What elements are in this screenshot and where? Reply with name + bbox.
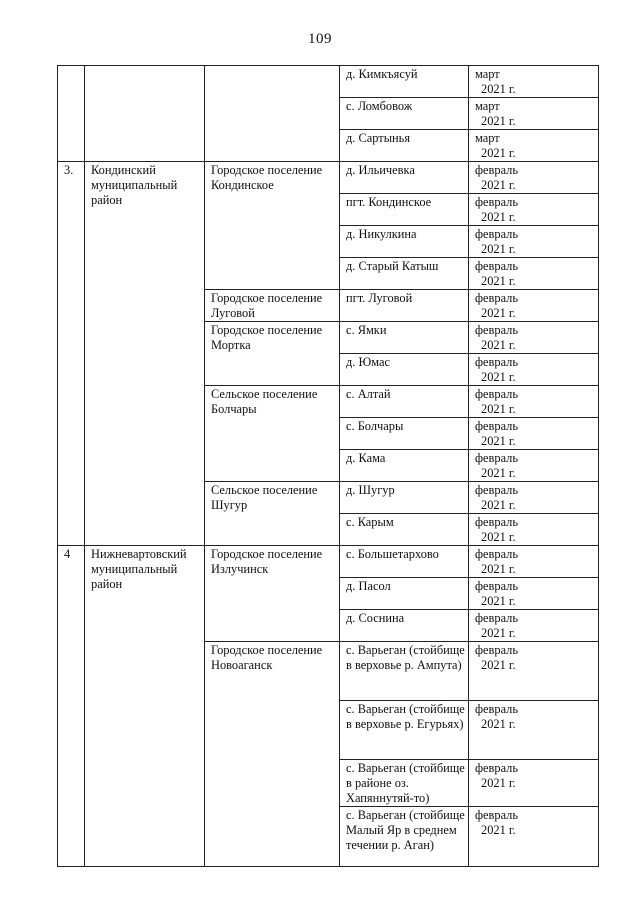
date-cell: февраль 2021 г. xyxy=(469,290,599,322)
date-cell: февраль 2021 г. xyxy=(469,162,599,194)
page-number: 109 xyxy=(308,31,332,47)
settlement-cell: Городское поселение Излучинск xyxy=(205,546,340,642)
village-cell: д. Никулкина xyxy=(340,226,469,258)
village-cell: пгт. Луговой xyxy=(340,290,469,322)
village-cell: с. Алтай xyxy=(340,386,469,418)
village-cell: с. Большетархово xyxy=(340,546,469,578)
date-cell: февраль 2021 г. xyxy=(469,450,599,482)
table-row xyxy=(58,546,599,578)
village-cell: д. Соснина xyxy=(340,610,469,642)
settlement-cell: Городское поселение Луговой xyxy=(205,290,340,322)
village-cell: с. Варьеган (стойбище в верховье р. Егурьях) xyxy=(340,701,469,760)
settlement-cell: Городское поселение Кондинское xyxy=(205,162,340,290)
district-cell: Кондинский муниципальный район xyxy=(85,162,205,546)
date-cell: февраль 2021 г. xyxy=(469,578,599,610)
date-cell: февраль 2021 г. xyxy=(469,226,599,258)
date-cell: март 2021 г. xyxy=(469,66,599,98)
village-cell: с. Болчары xyxy=(340,418,469,450)
date-cell: февраль 2021 г. xyxy=(469,610,599,642)
table-row xyxy=(58,66,599,98)
village-cell: с. Карым xyxy=(340,514,469,546)
date-cell: февраль 2021 г. xyxy=(469,546,599,578)
village-cell: с. Варьеган (стойбище в верховье р. Ампута) xyxy=(340,642,469,701)
village-cell: д. Шугур xyxy=(340,482,469,514)
date-cell: февраль 2021 г. xyxy=(469,354,599,386)
date-cell: февраль 2021 г. xyxy=(469,760,599,807)
date-cell: февраль 2021 г. xyxy=(469,642,599,701)
village-cell: д. Сартынья xyxy=(340,130,469,162)
table-row xyxy=(58,162,599,194)
date-cell: февраль 2021 г. xyxy=(469,386,599,418)
village-cell: д. Кимкъясуй xyxy=(340,66,469,98)
village-cell: д. Юмас xyxy=(340,354,469,386)
settlements-table xyxy=(57,65,599,867)
village-cell: д. Пасол xyxy=(340,578,469,610)
settlement-cell: Сельское поселение Шугур xyxy=(205,482,340,546)
date-cell: февраль 2021 г. xyxy=(469,701,599,760)
date-cell: февраль 2021 г. xyxy=(469,807,599,867)
date-cell: февраль 2021 г. xyxy=(469,418,599,450)
number-cell xyxy=(58,66,85,162)
village-cell: с. Ямки xyxy=(340,322,469,354)
date-cell: март 2021 г. xyxy=(469,130,599,162)
district-cell: Нижневартовский муниципальный район xyxy=(85,546,205,867)
date-cell: февраль 2021 г. xyxy=(469,258,599,290)
settlement-cell: Городское поселение Новоаганск xyxy=(205,642,340,867)
settlement-cell: Сельское поселение Болчары xyxy=(205,386,340,482)
number-cell: 4 xyxy=(58,546,85,867)
date-cell: февраль 2021 г. xyxy=(469,514,599,546)
date-cell: февраль 2021 г. xyxy=(469,194,599,226)
village-cell: с. Ломбовож xyxy=(340,98,469,130)
village-cell: с. Варьеган (стойбище Малый Яр в среднем течении р. Аган) xyxy=(340,807,469,867)
date-cell: март 2021 г. xyxy=(469,98,599,130)
village-cell: пгт. Кондинское xyxy=(340,194,469,226)
village-cell: д. Старый Катыш xyxy=(340,258,469,290)
date-cell: февраль 2021 г. xyxy=(469,322,599,354)
village-cell: д. Кама xyxy=(340,450,469,482)
village-cell: с. Варьеган (стойбище в районе оз. Хапяннутяй-то) xyxy=(340,760,469,807)
settlement-cell: Городское поселение Мортка xyxy=(205,322,340,386)
number-cell: 3. xyxy=(58,162,85,546)
village-cell: д. Ильичевка xyxy=(340,162,469,194)
district-cell xyxy=(85,66,205,162)
settlement-cell xyxy=(205,66,340,162)
date-cell: февраль 2021 г. xyxy=(469,482,599,514)
table-body xyxy=(58,66,599,867)
